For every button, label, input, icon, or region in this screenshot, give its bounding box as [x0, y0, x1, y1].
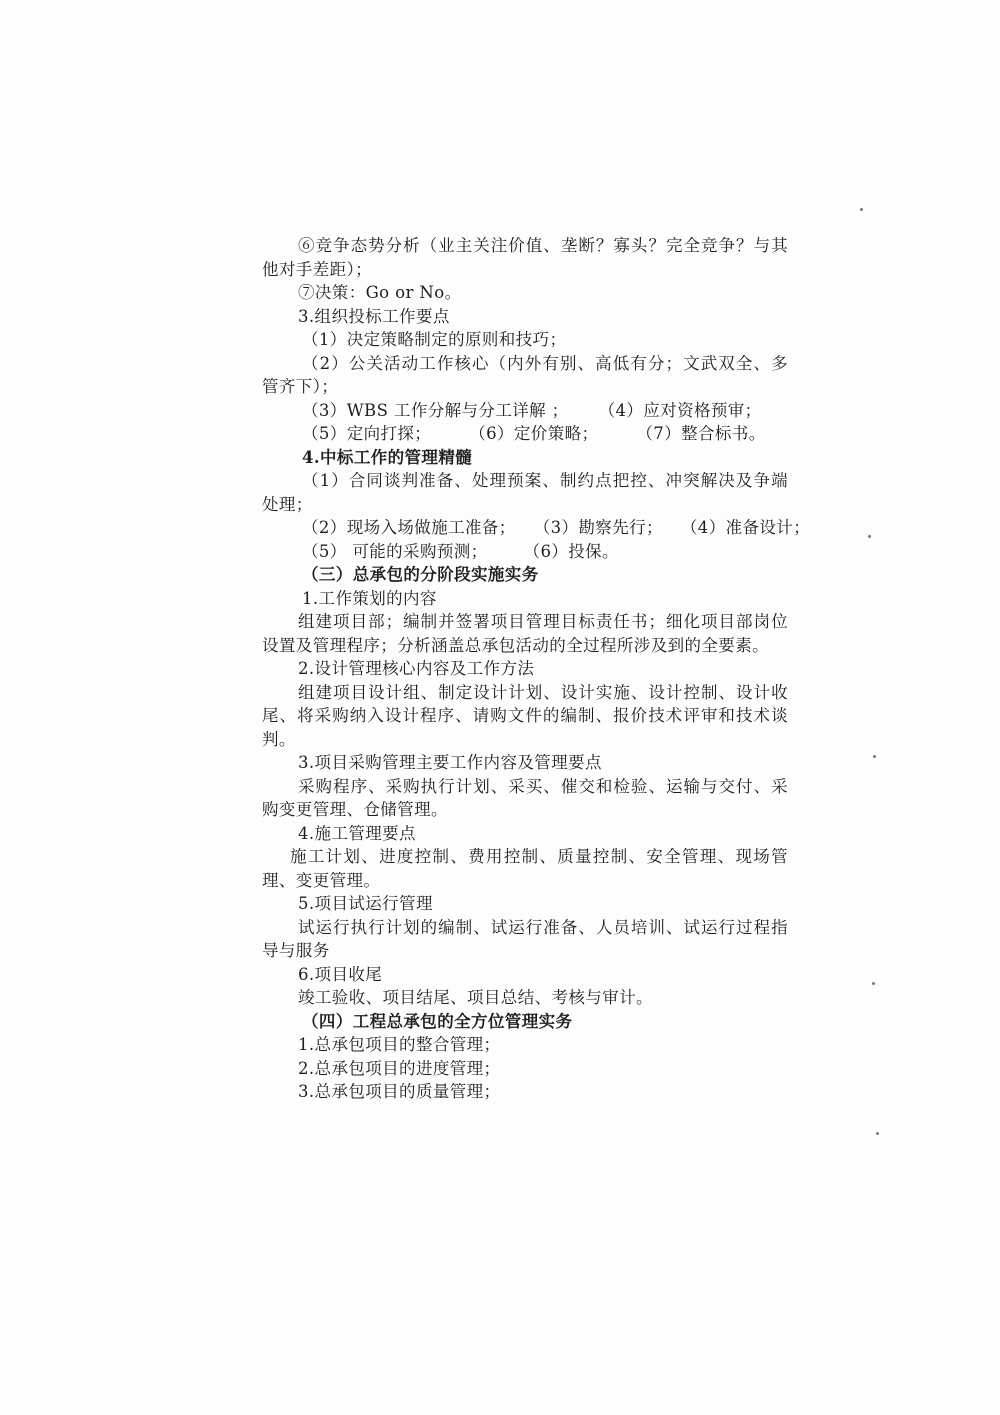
scan-speck: [872, 982, 875, 985]
scan-speck: [873, 755, 876, 758]
section-heading: 4.中标工作的管理精髓: [302, 447, 473, 467]
section-heading: 6.项目收尾: [298, 964, 383, 984]
list-item: （3）WBS 工作分解与分工详解 ；: [302, 400, 569, 420]
list-item: （1）决定策略制定的原则和技巧；: [302, 330, 567, 349]
paragraph-line: ⑦决策：Go or No。: [298, 283, 462, 302]
section-heading: 1.工作策划的内容: [302, 588, 437, 608]
paragraph-line: 他对手差距）；: [262, 259, 373, 279]
section-title: （四）工程总承包的全方位管理实务: [302, 1011, 573, 1031]
list-item: （5） 可能的采购预测；: [302, 541, 488, 561]
paragraph-line: 施工计划、进度控制、费用控制、质量控制、安全管理、现场管: [290, 847, 788, 866]
paragraph-line: 尾、将采购纳入设计程序、请购文件的编制、报价技术评审和技术谈: [262, 706, 788, 725]
list-item: 1.总承包项目的整合管理；: [298, 1035, 501, 1054]
paragraph-line: 管齐下）；: [262, 377, 339, 396]
list-item: （4）应对资格预审；: [598, 400, 762, 420]
list-item: （2）公关活动工作核心（内外有别、高低有分；文武双全、多: [302, 353, 788, 373]
paragraph-line: 组建项目设计组、制定设计计划、设计实施、设计控制、设计收: [298, 682, 788, 702]
paragraph-line: 处理；: [262, 494, 313, 514]
paragraph-line: 采购程序、采购执行计划、采买、催交和检验、运输与交付、采: [298, 776, 788, 796]
list-item: 2.总承包项目的进度管理；: [298, 1058, 501, 1078]
paragraph-line: ⑥竞争态势分析（业主关注价值、垄断？寡头？完全竞争？与其: [298, 236, 788, 255]
section-heading: 3.项目采购管理主要工作内容及管理要点: [298, 753, 602, 772]
list-item: （3）勘察先行；: [533, 518, 663, 537]
list-item: （2）现场入场做施工准备；: [302, 518, 516, 537]
paragraph-line: 设置及管理程序；分析涵盖总承包活动的全过程所涉及到的全要素。: [262, 635, 769, 655]
paragraph-line: 理、变更管理。: [262, 870, 381, 890]
scan-speck: [868, 535, 871, 538]
list-row: [262, 422, 788, 446]
section-heading: 5.项目试运行管理: [298, 894, 433, 913]
scan-speck: [876, 1132, 879, 1135]
paragraph-line: 组建项目部；编制并签署项目管理目标责任书；细化项目部岗位: [298, 612, 788, 631]
document-body: [262, 234, 811, 1104]
section-heading: 3.组织投标工作要点: [298, 306, 450, 326]
list-item: （1）合同谈判准备、处理预案、制约点把控、冲突解决及争端: [302, 471, 788, 490]
paragraph-line: 竣工验收、项目结尾、项目总结、考核与审计。: [298, 988, 653, 1007]
paragraph-line: 试运行执行计划的编制、试运行准备、人员培训、试运行过程指: [298, 917, 788, 937]
list-item: （4）准备设计；: [680, 518, 811, 537]
paragraph-line: 判。: [262, 729, 296, 749]
list-row: [262, 516, 811, 540]
list-row: [262, 399, 788, 423]
section-heading: 4.施工管理要点: [298, 823, 416, 843]
section-title: （三）总承包的分阶段实施实务: [302, 565, 539, 584]
list-item: （6）投保。: [523, 541, 619, 561]
paragraph-line: 购变更管理、仓储管理。: [262, 800, 448, 819]
scan-speck: [860, 208, 863, 211]
paragraph-line: 导与服务: [262, 941, 330, 960]
list-item: （5）定向打探；: [302, 424, 432, 443]
list-item: （6）定价策略；: [469, 424, 599, 443]
list-item: （7）整合标书。: [636, 424, 766, 443]
section-heading: 2.设计管理核心内容及工作方法: [298, 659, 535, 678]
list-row: [262, 540, 788, 564]
list-item: 3.总承包项目的质量管理；: [298, 1082, 501, 1101]
